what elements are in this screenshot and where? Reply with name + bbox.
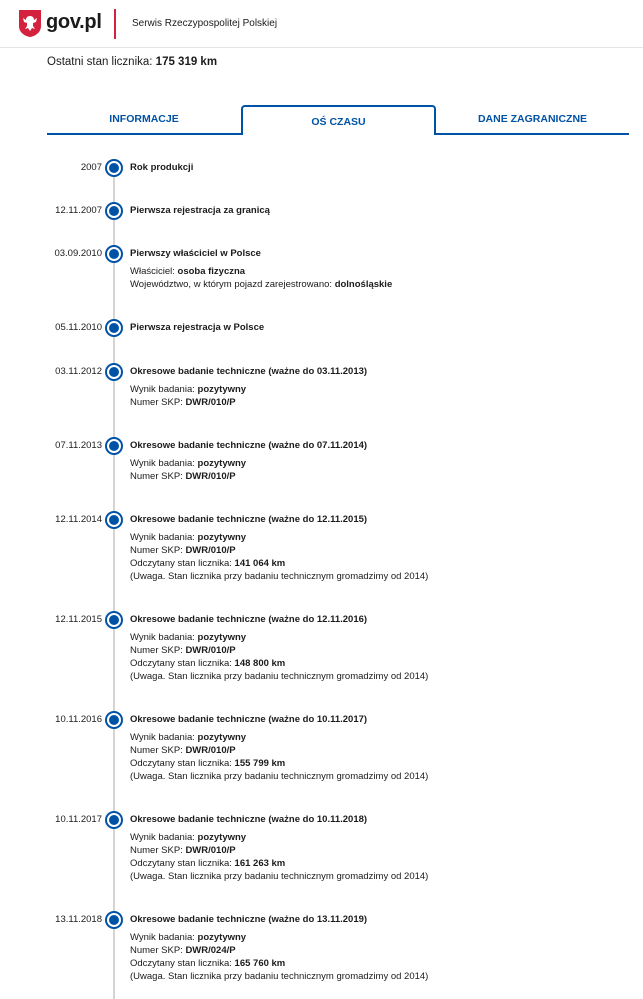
timeline-line: [113, 168, 115, 999]
detail-value: dolnośląskie: [334, 279, 393, 290]
event-details: [130, 531, 428, 583]
detail-label: Wynik badania:: [130, 732, 198, 743]
detail-value: pozytywny: [197, 932, 247, 943]
detail-label: Numer SKP:: [130, 545, 186, 556]
detail-value: 155 799 km: [234, 758, 286, 769]
event-details: [130, 383, 246, 409]
detail-label: Numer SKP:: [130, 845, 186, 856]
event-date: 2007: [80, 162, 102, 173]
event-detail-row: [130, 570, 428, 583]
detail-label: Odczytany stan licznika:: [130, 958, 235, 969]
event-detail-row: [130, 831, 428, 844]
event-detail-row: [130, 844, 428, 857]
timeline-dot-icon: [107, 513, 121, 527]
detail-value: DWR/010/P: [185, 745, 236, 756]
site-header: [0, 0, 643, 48]
event-date: 12.11.2014: [55, 514, 102, 525]
detail-label: Odczytany stan licznika:: [130, 858, 235, 869]
tab-dane-zagraniczne[interactable]: DANE ZAGRANICZNE: [477, 113, 588, 125]
event-detail-row: [130, 870, 428, 883]
event-detail-row: [130, 531, 428, 544]
detail-label: Wynik badania:: [130, 832, 198, 843]
event-details: [130, 457, 246, 483]
event-detail-row: [130, 278, 392, 291]
event-title: Okresowe badanie techniczne (ważne do 12.11.2015): [130, 514, 368, 525]
detail-value: pozytywny: [197, 732, 247, 743]
event-date: 12.11.2015: [55, 614, 102, 625]
detail-value: pozytywny: [197, 632, 247, 643]
detail-label: Województwo, w którym pojazd zarejestrowano:: [130, 279, 335, 290]
timeline-dot-icon: [107, 247, 121, 261]
detail-label: Numer SKP:: [130, 645, 186, 656]
detail-label: Numer SKP:: [130, 397, 186, 408]
tab-informacje[interactable]: INFORMACJE: [109, 113, 179, 125]
event-title: Okresowe badanie techniczne (ważne do 10.11.2018): [130, 814, 368, 825]
event-detail-row: [130, 544, 428, 557]
event-date: 12.11.2007: [55, 205, 102, 216]
detail-label: Wynik badania:: [130, 384, 198, 395]
detail-value: DWR/010/P: [185, 845, 236, 856]
event-date: 07.11.2013: [55, 440, 102, 451]
detail-value: pozytywny: [197, 532, 247, 543]
event-title: Rok produkcji: [130, 162, 194, 173]
detail-value: 161 263 km: [234, 858, 286, 869]
event-detail-row: [130, 957, 428, 970]
gov-logo-text[interactable]: gov.pl: [46, 11, 102, 33]
event-date: 13.11.2018: [55, 914, 102, 925]
event-title: Okresowe badanie techniczne (ważne do 12.11.2016): [130, 614, 368, 625]
event-details: [130, 631, 428, 683]
odometer-label: Ostatni stan licznika:: [47, 56, 153, 68]
event-detail-row: [130, 857, 428, 870]
event-detail-row: [130, 631, 428, 644]
detail-label: Numer SKP:: [130, 745, 186, 756]
detail-value: 165 760 km: [234, 958, 286, 969]
event-detail-row: [130, 457, 246, 470]
event-detail-row: [130, 265, 392, 278]
odometer-value: 175 319 km: [155, 56, 218, 68]
event-details: [130, 831, 428, 883]
detail-label: Odczytany stan licznika:: [130, 658, 235, 669]
detail-value: pozytywny: [197, 384, 247, 395]
event-detail-row: [130, 944, 428, 957]
detail-label: Odczytany stan licznika:: [130, 558, 235, 569]
event-date: 05.11.2010: [55, 322, 102, 333]
event-title: Okresowe badanie techniczne (ważne do 10.11.2017): [130, 714, 368, 725]
event-date: 10.11.2016: [55, 714, 102, 725]
timeline-dot-icon: [107, 439, 121, 453]
event-details: [130, 731, 428, 783]
detail-value: DWR/024/P: [185, 945, 236, 956]
event-detail-row: [130, 670, 428, 683]
tabs: [47, 105, 629, 135]
service-name: Serwis Rzeczypospolitej Polskiej: [132, 18, 278, 29]
event-detail-row: [130, 557, 428, 570]
event-title: Pierwszy właściciel w Polsce: [130, 248, 261, 259]
detail-label: Wynik badania:: [130, 532, 198, 543]
event-detail-row: [130, 644, 428, 657]
detail-label: Wynik badania:: [130, 632, 198, 643]
last-odometer-reading: [47, 56, 217, 68]
detail-value: pozytywny: [197, 458, 247, 469]
detail-label: Wynik badania:: [130, 932, 198, 943]
detail-label: Numer SKP:: [130, 945, 186, 956]
detail-value: 141 064 km: [234, 558, 286, 569]
detail-label: (Uwaga. Stan licznika przy badaniu technicznym gromadzimy od 2014): [130, 771, 429, 782]
header-separator: [114, 9, 116, 39]
detail-value: DWR/010/P: [185, 471, 236, 482]
event-date: 03.11.2012: [55, 366, 102, 377]
timeline-dot-icon: [107, 813, 121, 827]
detail-label: (Uwaga. Stan licznika przy badaniu technicznym gromadzimy od 2014): [130, 571, 429, 582]
event-detail-row: [130, 383, 246, 396]
detail-label: (Uwaga. Stan licznika przy badaniu technicznym gromadzimy od 2014): [130, 971, 429, 982]
event-title: Pierwsza rejestracja w Polsce: [130, 322, 265, 333]
detail-label: Wynik badania:: [130, 458, 198, 469]
event-detail-row: [130, 731, 428, 744]
event-detail-row: [130, 396, 246, 409]
tab-os-czasu[interactable]: OŚ CZASU: [241, 105, 436, 135]
event-title: Okresowe badanie techniczne (ważne do 07.11.2014): [130, 440, 368, 451]
timeline-dot-icon: [107, 204, 121, 218]
detail-value: 148 800 km: [234, 658, 286, 669]
event-details: [130, 265, 392, 291]
timeline-dot-icon: [107, 913, 121, 927]
detail-value: DWR/010/P: [185, 397, 236, 408]
event-details: [130, 931, 428, 983]
timeline-dot-icon: [107, 613, 121, 627]
detail-value: DWR/010/P: [185, 645, 236, 656]
detail-label: (Uwaga. Stan licznika przy badaniu technicznym gromadzimy od 2014): [130, 871, 429, 882]
polish-emblem-icon: [18, 9, 42, 38]
event-detail-row: [130, 657, 428, 670]
timeline-dot-icon: [107, 365, 121, 379]
timeline-dot-icon: [107, 161, 121, 175]
event-detail-row: [130, 744, 428, 757]
event-detail-row: [130, 970, 428, 983]
detail-label: Właściciel:: [130, 266, 178, 277]
timeline-dot-icon: [107, 321, 121, 335]
detail-value: osoba fizyczna: [177, 266, 246, 277]
detail-value: pozytywny: [197, 832, 247, 843]
detail-label: Numer SKP:: [130, 471, 186, 482]
event-title: Okresowe badanie techniczne (ważne do 03.11.2013): [130, 366, 368, 377]
event-detail-row: [130, 470, 246, 483]
event-date: 03.09.2010: [54, 248, 102, 259]
event-date: 10.11.2017: [55, 814, 102, 825]
detail-value: DWR/010/P: [185, 545, 236, 556]
event-detail-row: [130, 770, 428, 783]
event-detail-row: [130, 757, 428, 770]
detail-label: (Uwaga. Stan licznika przy badaniu technicznym gromadzimy od 2014): [130, 671, 429, 682]
event-title: Pierwsza rejestracja za granicą: [130, 205, 270, 216]
event-detail-row: [130, 931, 428, 944]
detail-label: Odczytany stan licznika:: [130, 758, 235, 769]
timeline-dot-icon: [107, 713, 121, 727]
event-title: Okresowe badanie techniczne (ważne do 13.11.2019): [130, 914, 368, 925]
